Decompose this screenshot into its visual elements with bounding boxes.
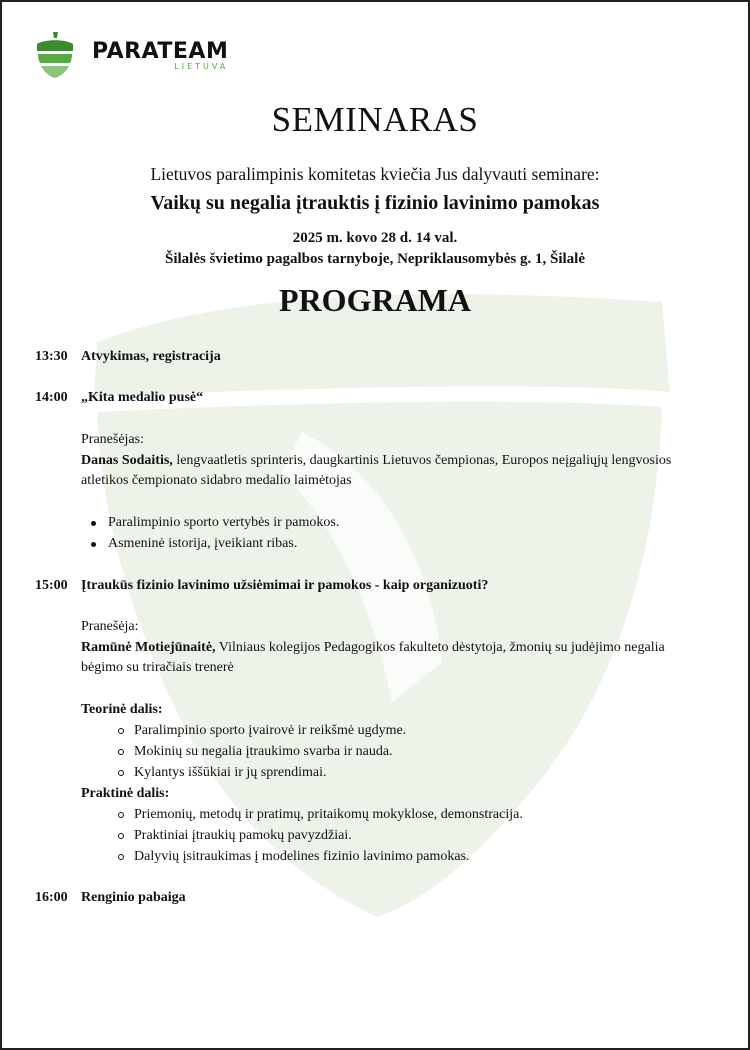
speaker-name: Ramūnė Motiejūnaitė, xyxy=(81,640,216,655)
logo-subtitle: LIETUVA xyxy=(174,61,229,71)
speaker-name: Danas Sodaitis, xyxy=(81,453,173,468)
invitation-text: Lietuvos paralimpinis komitetas kviečia Jus dalyvauti seminare: xyxy=(150,164,600,184)
item-title: „Kita medalio pusė“ xyxy=(81,390,204,405)
speaker-role: Pranešėja: xyxy=(81,619,139,634)
list-item: Dalyvių įsitraukimas į modelines fizinio lavinimo pamokas. xyxy=(134,847,470,867)
bullet-icon xyxy=(118,728,124,734)
list-item: Paralimpinio sporto įvairovė ir reikšmė ugdyme. xyxy=(134,721,406,741)
list-item: Praktiniai įtraukių pamokų pavyzdžiai. xyxy=(134,826,352,846)
seminar-topic: Vaikų su negalia įtrauktis į fizinio lavinimo pamokas xyxy=(150,192,600,214)
seminar-place: Šilalės švietimo pagalbos tarnyboje, Nepriklausomybės g. 1, Šilalė xyxy=(164,251,586,267)
bullet-icon xyxy=(91,542,96,547)
list-item: Kylantys iššūkiai ir jų sprendimai. xyxy=(134,763,326,783)
bullet-icon xyxy=(118,770,124,776)
list-item: Paralimpinio sporto vertybės ir pamokos. xyxy=(108,513,339,533)
item-time: 13:30 xyxy=(35,349,68,364)
speaker-description-cont: atletikos čempionato sidabro medalio laimėtojas xyxy=(81,473,352,488)
page-title: SEMINARAS xyxy=(271,100,479,139)
speaker-description-cont: bėgimo su triračiais trenerė xyxy=(81,660,234,675)
item-time: 15:00 xyxy=(35,578,68,593)
speaker-description: Vilniaus kolegijos Pedagogikos fakulteto dėstytoja, žmonių su judėjimo negalia xyxy=(218,640,665,655)
program-title: PROGRAMA xyxy=(279,282,471,318)
speaker-description: lengvaatletis sprinteris, daugkartinis Lietuvos čempionas, Europos neįgaliųjų lengvosios xyxy=(176,453,672,468)
list-item: Priemonių, metodų ir pratimų, pritaikomų mokyklose, demonstracija. xyxy=(134,805,523,825)
parateam-logo xyxy=(36,32,228,78)
speaker-line xyxy=(81,638,721,658)
acorn-logo-icon xyxy=(36,32,74,78)
item-time: 16:00 xyxy=(35,890,68,905)
list-item: Mokinių su negalia įtraukimo svarba ir nauda. xyxy=(134,742,393,762)
item-title: Renginio pabaiga xyxy=(81,890,186,905)
list-item: Asmeninė istorija, įveikiant ribas. xyxy=(108,534,297,554)
bullet-icon xyxy=(118,854,124,860)
speaker-line xyxy=(81,451,721,471)
practice-label: Praktinė dalis: xyxy=(81,786,170,801)
logo-name: PARATEAM xyxy=(92,38,229,64)
bullet-icon xyxy=(91,521,96,526)
bullet-icon xyxy=(118,833,124,839)
item-title: Įtraukūs fizinio lavinimo užsiėmimai ir pamokos - kaip organizuoti? xyxy=(81,578,489,593)
item-title: Atvykimas, registracija xyxy=(81,349,221,364)
speaker-role: Pranešėjas: xyxy=(81,432,144,447)
seminar-date: 2025 m. kovo 28 d. 14 val. xyxy=(292,230,458,246)
bullet-icon xyxy=(118,749,124,755)
bullet-icon xyxy=(118,812,124,818)
item-time: 14:00 xyxy=(35,390,68,405)
theory-label: Teorinė dalis: xyxy=(81,702,163,717)
